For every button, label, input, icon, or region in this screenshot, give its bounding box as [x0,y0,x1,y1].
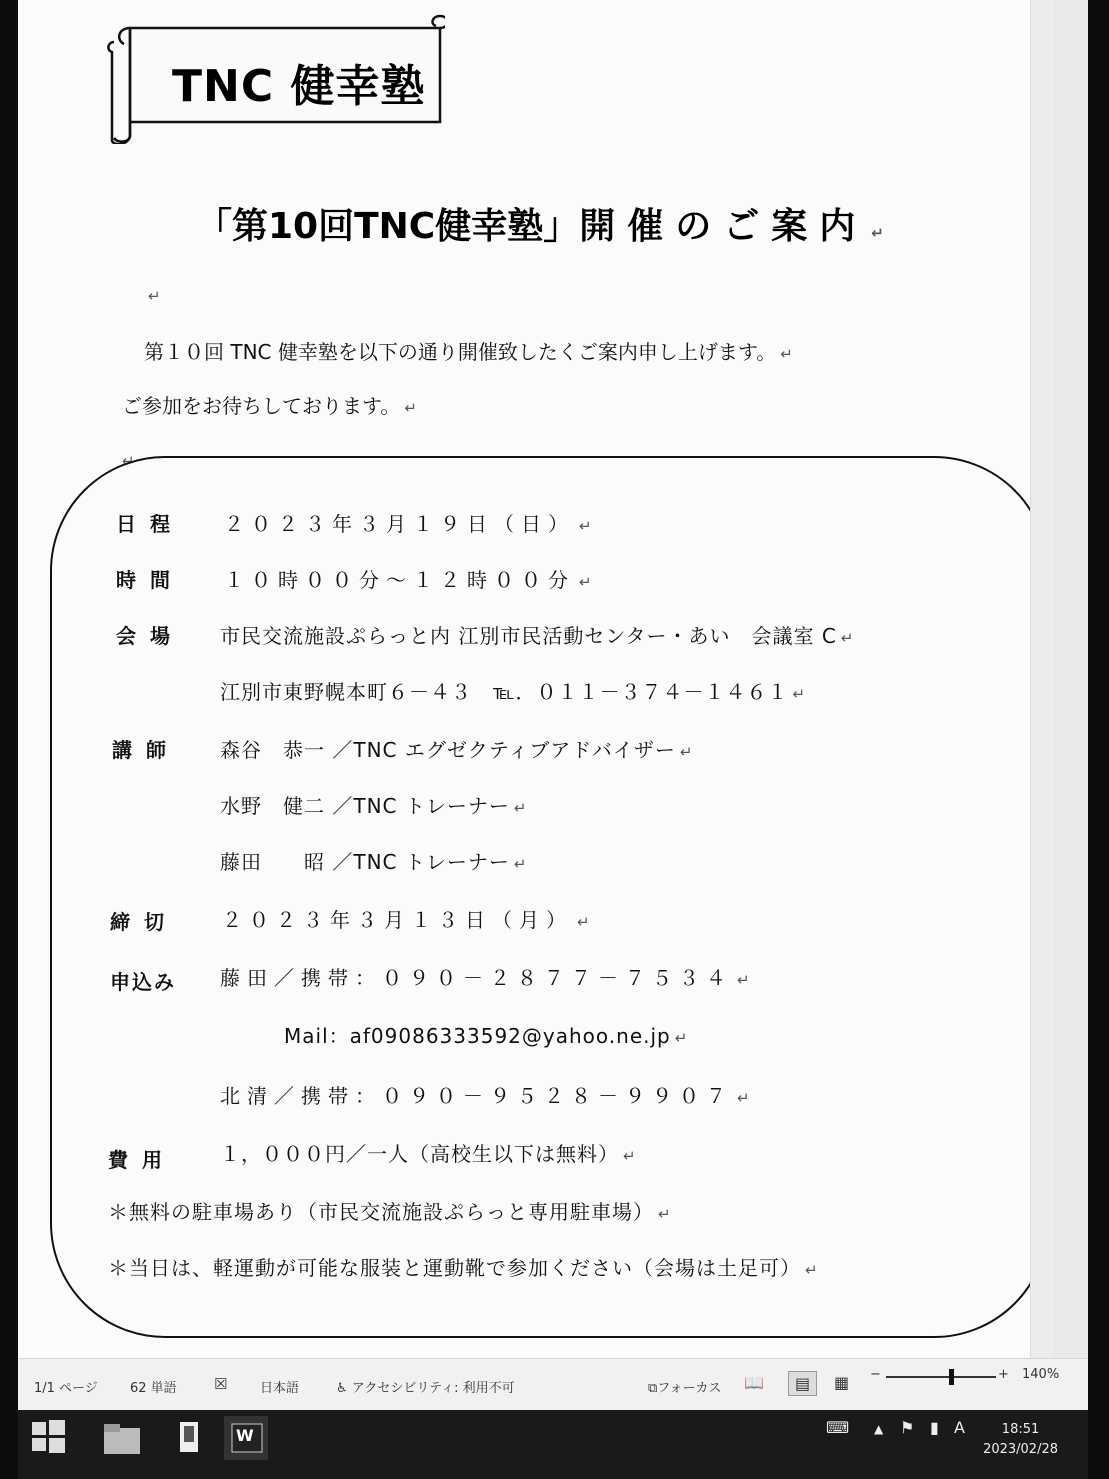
fee-label: 費用 [108,1148,176,1172]
instructor-3: 藤田 昭 ／TNC トレーナー ↵ [220,850,528,874]
venue-label: 会場 [116,624,184,648]
print-layout-icon[interactable]: ▤ [788,1371,817,1396]
status-bar [18,1358,1088,1411]
instructors-label: 講師 [112,738,180,762]
apply-label: 申込み [110,970,176,994]
taskbar [18,1410,1088,1479]
instructor-2: 水野 健二 ／TNC トレーナー ↵ [220,794,528,818]
time-value: １０時００分～１２時００分 ↵ [224,568,599,592]
word-window [18,0,1088,1479]
file-explorer-icon[interactable] [100,1416,144,1460]
read-mode-icon[interactable]: 📖 [744,1373,764,1392]
fee-value: １，０００円／一人（高校生以下は無料） ↵ [220,1142,637,1166]
battery-icon[interactable]: ▮ [930,1418,939,1437]
zoom-in-button[interactable]: + [998,1367,1009,1382]
zoom-level[interactable]: 140% [1022,1367,1060,1382]
zoom-slider[interactable] [886,1367,996,1387]
flag-icon[interactable]: ⚑ [900,1418,915,1437]
apply-contact-1: 藤田／携帯：０９０－２８７７－７５３４ ↵ [220,966,757,990]
keyboard-icon[interactable]: ⌨ [826,1418,850,1437]
clock[interactable] [983,1420,1058,1460]
proofing-icon[interactable]: ☒ [214,1375,228,1393]
intro-line-2: ご参加をお待ちしております。 ↵ [122,394,417,418]
deadline-value: ２０２３年３月１３日（月） ↵ [222,908,597,932]
banner-title: TNC 健幸塾 [172,61,426,112]
title-banner [100,14,445,144]
apply-mail: Mail：af09086333592@yahoo.ne.jp ↵ [284,1024,689,1048]
language-indicator[interactable]: 日本語 [260,1381,300,1396]
zoom-thumb[interactable] [949,1369,954,1385]
zoom-track [886,1376,996,1378]
page-count[interactable]: 1/1 ページ [34,1381,98,1396]
focus-icon: ⧉ [648,1381,658,1396]
focus-mode-button[interactable]: ⧉フォーカス [648,1381,722,1396]
text-cursor-line[interactable]: ↵ [148,287,161,305]
apply-contact-2: 北清／携帯：０９０－９５２８－９９０７ ↵ [220,1084,757,1108]
time-label: 時間 [116,568,184,592]
zoom-out-button[interactable]: − [870,1367,881,1382]
empty-paragraph: ↵ [122,452,135,470]
app-icon[interactable] [168,1416,212,1460]
note-parking: ＊無料の駐車場あり（市民交流施設ぷらっと専用駐車場） ↵ [108,1200,672,1224]
web-layout-icon[interactable]: ▦ [834,1373,850,1392]
intro-line-1: 第１０回 TNC 健幸塾を以下の通り開催致したくご案内申し上げます。 ↵ [144,340,793,364]
document-page[interactable] [18,0,1030,1358]
paragraph-mark: ↵ [871,224,884,242]
ime-indicator[interactable]: A [954,1418,965,1437]
note-clothing: ＊当日は、軽運動が可能な服装と運動靴で参加ください（会場は土足可） ↵ [108,1256,819,1280]
date-label: 日程 [116,512,184,536]
instructor-1: 森谷 恭一 ／TNC エグゼクティブアドバイザー ↵ [220,738,694,762]
windows-logo-icon [28,1416,68,1456]
tray-chevron-icon[interactable]: ▲ [874,1422,884,1436]
window-edge [1054,0,1088,1358]
word-count[interactable]: 62 単語 [130,1381,177,1396]
accessibility-icon: ♿ [336,1381,352,1396]
deadline-label: 締切 [110,910,178,934]
venue-address: 江別市東野幌本町６－４３ ℡．０１１－３７４－１４６１ ↵ [220,680,807,704]
heading-main: 「第10回TNC健幸塾」 [196,206,580,247]
accessibility-indicator[interactable]: ♿ アクセシビリティ: 利用不可 [336,1381,515,1396]
word-taskbar-icon[interactable]: W [224,1416,268,1460]
venue-value: 市民交流施設ぷらっと内 江別市民活動センター・あい 会議室 C ↵ [220,624,855,648]
vertical-scrollbar[interactable] [1030,0,1055,1358]
clock-time: 18:51 [1001,1422,1040,1437]
date-value: ２０２３年３月１９日（日） ↵ [224,512,599,536]
heading-suffix: 開催のご案内 [579,206,868,247]
start-button[interactable] [28,1416,72,1460]
document-heading [196,198,884,249]
clock-date: 2023/02/28 [983,1442,1058,1457]
